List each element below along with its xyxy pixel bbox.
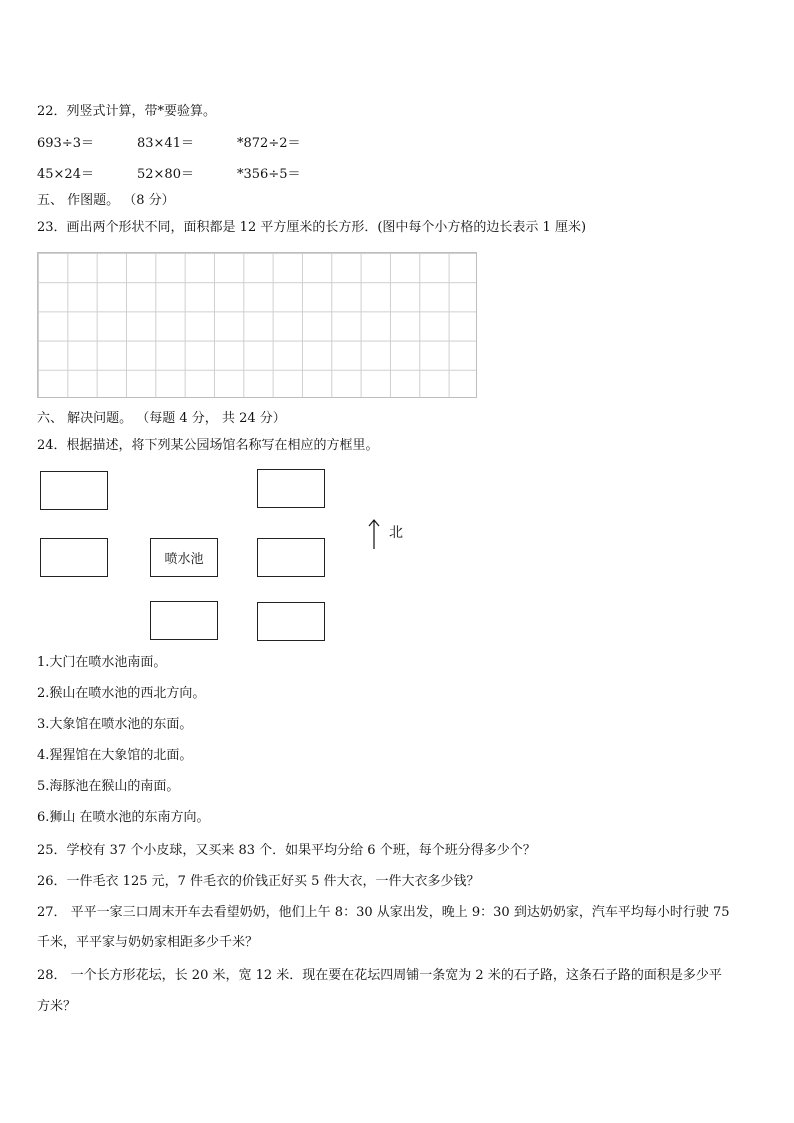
north-label: 北 bbox=[389, 525, 403, 541]
section-6-title: 六、 解决问题。 （每题 4 分， 共 24 分） bbox=[37, 411, 286, 426]
q25-text: 25．学校有 37 个小皮球，又买来 83 个．如果平均分给 6 个班，每个班分得多少个？ bbox=[37, 843, 536, 858]
q28-line-1: 28． 一个长方形花坛，长 20 米，宽 12 米．现在要在花坛四周铺一条宽为 2 米的石子路，这条石子路的面积是多少平 bbox=[37, 968, 722, 983]
q27-line-1: 27． 平平一家三口周末开车去看望奶奶，他们上午 8：30 从家出发，晚上 9：30 到达奶奶家，汽车平均每小时行驶 75 bbox=[37, 905, 730, 920]
q23-title: 23．画出两个形状不同，面积都是 12 平方厘米的长方形．(图中每个小方格的边长表示 1 厘米) bbox=[37, 220, 587, 235]
north-arrow-icon bbox=[367, 518, 381, 550]
north-indicator bbox=[367, 518, 403, 550]
answer-box-southeast[interactable] bbox=[257, 602, 325, 641]
clue-2: 2.猴山在喷水池的西北方向。 bbox=[37, 686, 206, 701]
q28-line-2: 方米？ bbox=[37, 999, 77, 1014]
clue-4: 4.猩猩馆在大象馆的北面。 bbox=[37, 748, 193, 763]
answer-box-south[interactable] bbox=[150, 601, 218, 640]
q26-text: 26．一件毛衣 125 元，7 件毛衣的价钱正好买 5 件大衣，一件大衣多少钱？ bbox=[37, 874, 480, 889]
clue-3: 3.大象馆在喷水池的东面。 bbox=[37, 717, 193, 732]
fountain-box: 喷水池 bbox=[150, 538, 218, 577]
q24-title: 24．根据描述，将下列某公园场馆名称写在相应的方框里。 bbox=[37, 438, 379, 453]
q22-calc-4: 45×24＝ bbox=[37, 167, 94, 182]
drawing-grid[interactable] bbox=[37, 252, 477, 398]
q22-calc-2: 83×41＝ bbox=[137, 136, 194, 151]
clue-1: 1.大门在喷水池南面。 bbox=[37, 655, 167, 670]
answer-box-east[interactable] bbox=[257, 538, 325, 577]
answer-box-northwest[interactable] bbox=[40, 471, 108, 510]
q22-calc-3: *872÷2＝ bbox=[237, 136, 301, 151]
answer-box-northeast[interactable] bbox=[257, 469, 325, 508]
q22-title: 22．列竖式计算，带*要验算。 bbox=[37, 104, 217, 119]
clue-6: 6.狮山 在喷水池的东南方向。 bbox=[37, 810, 210, 825]
answer-box-west[interactable] bbox=[40, 538, 108, 577]
clue-5: 5.海豚池在猴山的南面。 bbox=[37, 779, 180, 794]
q22-calc-1: 693÷3＝ bbox=[37, 136, 94, 151]
q22-calc-5: 52×80＝ bbox=[137, 167, 194, 182]
q27-line-2: 千米，平平家与奶奶家相距多少千米？ bbox=[37, 935, 259, 950]
section-5-title: 五、 作图题。 （8 分） bbox=[37, 193, 175, 208]
q22-calc-6: *356÷5＝ bbox=[237, 167, 301, 182]
